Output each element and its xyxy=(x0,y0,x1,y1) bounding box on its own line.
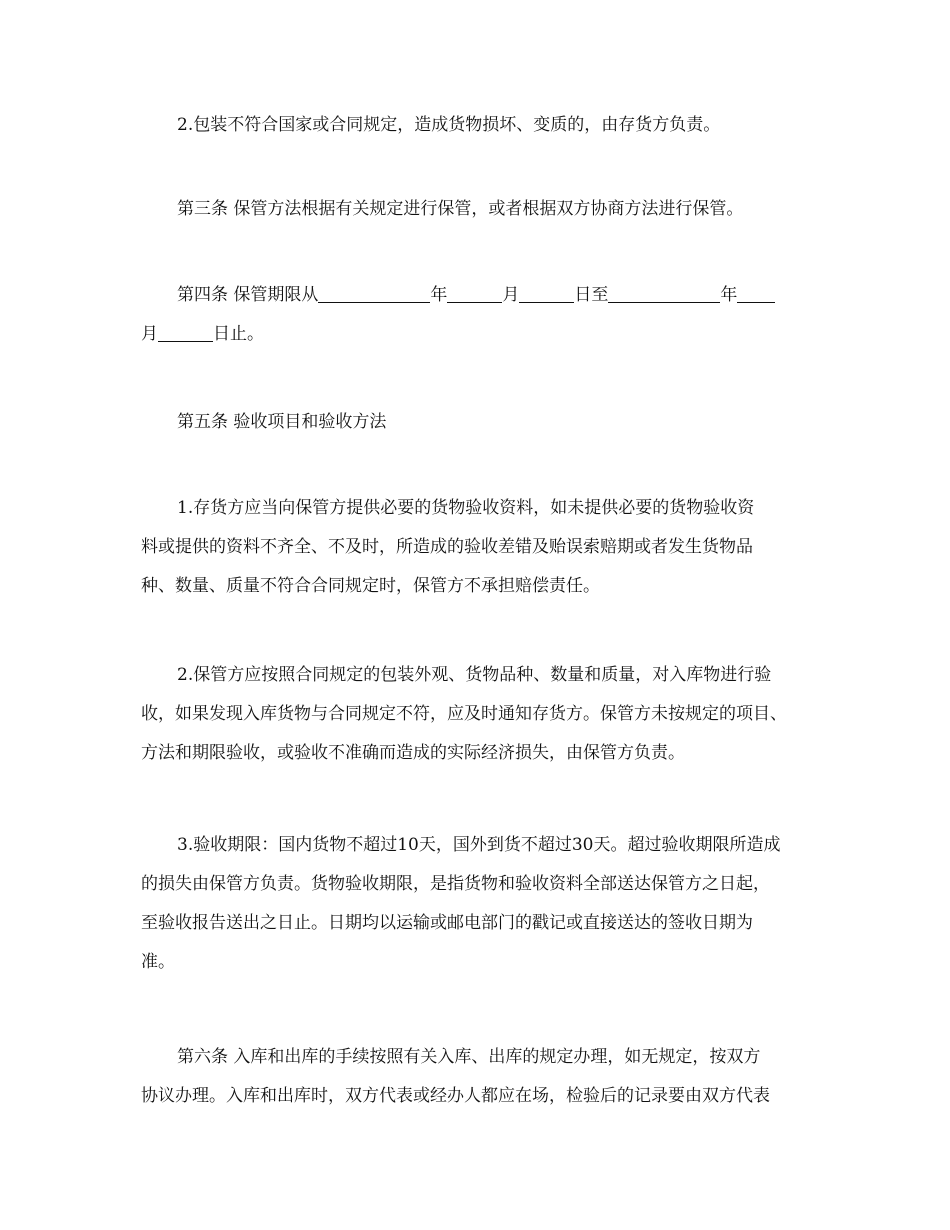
paragraph-acceptance-2 xyxy=(141,656,821,773)
text-line: 收，如果发现入库货物与合同规定不符，应及时通知存货方。保管方未按规定的项目、 xyxy=(141,704,787,724)
text-line: 月 日止。 xyxy=(141,324,264,344)
text-line: 第五条 验收项目和验收方法 xyxy=(177,412,387,432)
paragraph-article-4 xyxy=(141,276,821,354)
text-line: 第四条 保管期限从 年 月 日至 年 xyxy=(141,276,821,315)
paragraph-article-5-title xyxy=(141,403,821,442)
text-line: 的损失由保管方负责。货物验收期限，是指货物和验收资料全部送达保管方之日起， xyxy=(141,874,770,894)
blank-end-year[interactable] xyxy=(608,285,720,303)
paragraph-article-3 xyxy=(141,190,821,229)
text-line: 2.保管方应按照合同规定的包装外观、货物品种、数量和质量，对入库物进行验 xyxy=(177,665,772,685)
text-line: 3.验收期限：国内货物不超过10天，国外到货不超过30天。超过验收期限所造成 xyxy=(177,835,781,855)
text-line: 料或提供的资料不齐全、不及时，所造成的验收差错及贻误索赔期或者发生货物品 xyxy=(141,537,753,557)
blank-start-day[interactable] xyxy=(519,285,574,303)
paragraph-acceptance-3 xyxy=(141,826,821,982)
paragraph-acceptance-1 xyxy=(141,489,821,606)
text-line: 第三条 保管方法根据有关规定进行保管，或者根据双方协商方法进行保管。 xyxy=(177,199,744,219)
blank-start-year[interactable] xyxy=(318,285,430,303)
blank-end-day[interactable] xyxy=(158,324,213,342)
text-line: 至验收报告送出之日止。日期均以运输或邮电部门的戳记或直接送达的签收日期为 xyxy=(141,913,753,933)
blank-start-month[interactable] xyxy=(447,285,502,303)
text-line: 1.存货方应当向保管方提供必要的货物验收资料，如未提供必要的货物验收资 xyxy=(177,498,755,518)
text-line: 协议办理。入库和出库时，双方代表或经办人都应在场，检验后的记录要由双方代表 xyxy=(141,1086,770,1106)
paragraph-article-6 xyxy=(141,1038,821,1116)
blank-end-month-part[interactable] xyxy=(737,285,775,303)
text-line: 准。 xyxy=(141,952,175,972)
text-line: 第六条 入库和出库的手续按照有关入库、出库的规定办理，如无规定，按双方 xyxy=(177,1047,761,1067)
text-line: 2.包装不符合国家或合同规定，造成货物损坏、变质的，由存货方负责。 xyxy=(177,115,721,135)
text-line: 种、数量、质量不符合合同规定时，保管方不承担赔偿责任。 xyxy=(141,576,600,596)
text-line: 方法和期限验收，或验收不准确而造成的实际经济损失，由保管方负责。 xyxy=(141,743,685,763)
paragraph-packaging xyxy=(141,106,821,145)
